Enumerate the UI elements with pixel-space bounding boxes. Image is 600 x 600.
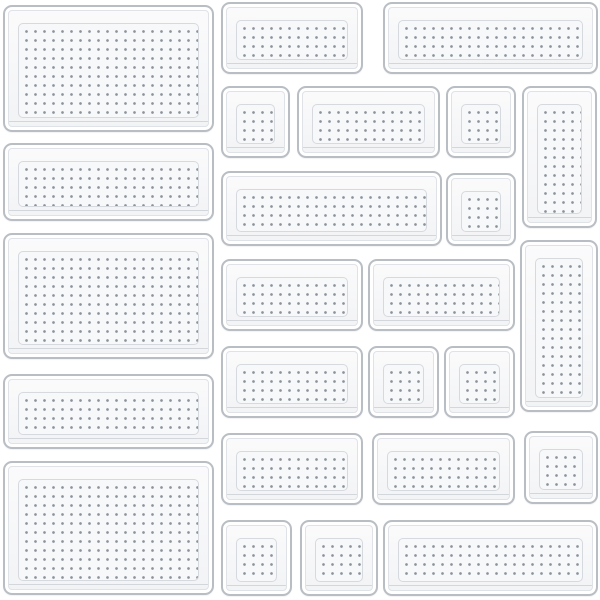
organizer-tray — [383, 520, 598, 596]
organizer-tray — [522, 86, 597, 228]
organizer-tray — [3, 374, 214, 449]
organizer-tray — [520, 240, 598, 412]
tray-dot-texture — [539, 449, 583, 490]
organizer-tray — [221, 2, 363, 74]
tray-dot-texture — [236, 364, 348, 404]
tray-dot-texture — [236, 277, 348, 317]
organizer-tray — [444, 346, 515, 418]
tray-dot-texture — [236, 451, 348, 491]
tray-dot-texture — [315, 538, 363, 582]
organizer-tray — [383, 2, 598, 74]
tray-dot-texture — [18, 23, 199, 118]
organizer-tray — [221, 259, 363, 331]
organizer-tray — [446, 173, 516, 246]
tray-dot-texture — [236, 20, 348, 60]
organizer-tray — [368, 346, 439, 418]
tray-dot-texture — [459, 364, 500, 404]
organizer-tray — [221, 433, 363, 505]
tray-dot-texture — [18, 392, 199, 435]
tray-dot-texture — [236, 189, 427, 232]
tray-dot-texture — [535, 258, 583, 398]
organizer-tray — [300, 520, 378, 596]
tray-dot-texture — [537, 104, 582, 214]
organizer-tray — [221, 520, 292, 596]
tray-dot-texture — [461, 191, 501, 232]
tray-dot-texture — [383, 277, 500, 317]
organizer-tray — [372, 433, 515, 505]
tray-dot-texture — [18, 161, 199, 207]
organizer-tray — [221, 346, 363, 418]
tray-dot-texture — [398, 538, 583, 582]
organizer-tray — [297, 86, 440, 158]
organizer-tray — [368, 259, 515, 331]
organizer-tray — [221, 171, 442, 246]
organizer-tray — [3, 461, 214, 595]
organizer-tray — [524, 431, 598, 504]
tray-dot-texture — [398, 20, 583, 60]
organizer-tray — [221, 86, 290, 158]
tray-dot-texture — [461, 104, 501, 144]
tray-dot-texture — [18, 251, 199, 345]
tray-dot-texture — [236, 104, 275, 144]
organizer-tray — [3, 5, 214, 132]
tray-dot-texture — [18, 479, 199, 581]
tray-dot-texture — [236, 538, 277, 582]
tray-dot-texture — [387, 451, 500, 491]
tray-dot-texture — [312, 104, 425, 144]
tray-dot-texture — [383, 364, 424, 404]
organizer-tray — [3, 143, 214, 221]
organizer-tray — [446, 86, 516, 158]
organizer-tray — [3, 233, 214, 359]
